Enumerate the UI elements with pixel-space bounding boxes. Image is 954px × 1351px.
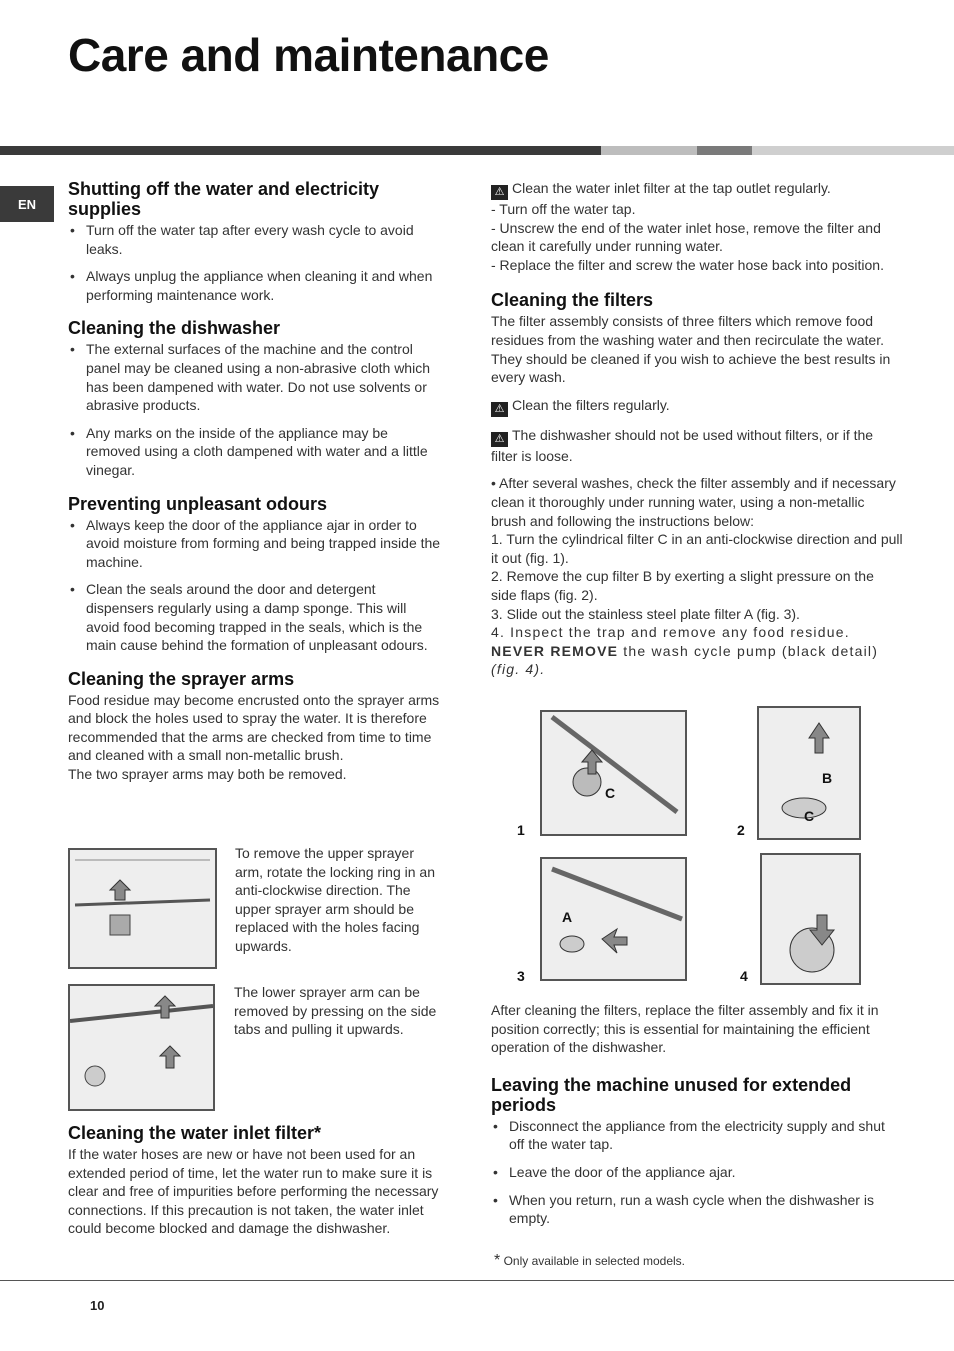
page-number: 10 bbox=[90, 1298, 105, 1313]
figure-number: 4 bbox=[740, 968, 748, 984]
warning-icon: ⚠ bbox=[491, 432, 508, 447]
step: 1. Turn the cylindrical filter C in an anti-clockwise direction and pull it out (fig. 1). bbox=[491, 531, 903, 566]
paragraph: • After several washes, check the filter assembly and if necessary clean it thoroughly under running water, using a non-metallic brush and following the instructions below: bbox=[491, 475, 896, 529]
filter-illustration bbox=[542, 712, 685, 834]
header-bar-light bbox=[601, 146, 697, 155]
part-label-c: C bbox=[804, 808, 815, 824]
after-filters-block bbox=[491, 1001, 903, 1237]
list-item: • Disconnect the appliance from the electricity supply and shut off the water tap. bbox=[491, 1117, 903, 1154]
lower-sprayer-text: The lower sprayer arm can be removed by pressing on the side tabs and pulling it upwards. bbox=[234, 984, 437, 1038]
language-tab: EN bbox=[0, 186, 54, 222]
never-remove-note: NEVER REMOVE the wash cycle pump (black detail) (fig. 4). bbox=[491, 642, 879, 678]
list-item: • Leave the door of the appliance ajar. bbox=[491, 1163, 903, 1182]
warning-icon: ⚠ bbox=[491, 185, 508, 200]
list-item: • Always unplug the appliance when cleaning it and when performing maintenance work. bbox=[68, 267, 442, 304]
paragraph: The filter assembly consists of three filters which remove food residues from the washing water and then recirculate the water. They should be cleaned if you wish to achieve the best results in every wash. bbox=[491, 313, 891, 386]
step: 2. Remove the cup filter B by exerting a slight pressure on the side flaps (fig. 2). bbox=[491, 568, 874, 603]
part-label-c: C bbox=[605, 785, 616, 801]
section-heading: Cleaning the filters bbox=[491, 290, 654, 311]
warning-line: ⚠ The dishwasher should not be used without filters, or if the filter is loose. bbox=[491, 426, 874, 464]
dishwasher-rack-illustration bbox=[70, 850, 215, 967]
warning-line: ⚠ Clean the water inlet filter at the tap outlet regularly. bbox=[491, 179, 903, 200]
section-heading: Leaving the machine unused for extended periods bbox=[491, 1074, 852, 1115]
filter-illustration bbox=[762, 855, 859, 983]
filter-figure-1 bbox=[540, 710, 687, 836]
list-item: • Turn off the water tap after every wash cycle to avoid leaks. bbox=[68, 221, 442, 258]
section-cleaning bbox=[68, 318, 442, 479]
section-odours bbox=[68, 494, 442, 655]
figure-number: 2 bbox=[737, 822, 745, 838]
section-heading: Cleaning the dishwasher bbox=[68, 318, 281, 339]
paragraph: If the water hoses are new or have not been used for an extended period of time, let the water run to make sure it is clear and free of impurities before performing the necessary connections. If this precaution is not taken, the water inlet could become blocked and damage the dishwasher. bbox=[68, 1146, 439, 1237]
figure-number: 1 bbox=[517, 822, 525, 838]
paragraph: The two sprayer arms may both be removed. bbox=[68, 766, 347, 783]
list-item: • Always keep the door of the appliance ajar in order to avoid moisture from forming and being trapped inside the machine. bbox=[68, 516, 442, 572]
paragraph: - Replace the filter and screw the water hose back into position. bbox=[491, 256, 884, 273]
header-bar-mid bbox=[697, 146, 752, 155]
upper-sprayer-figure bbox=[68, 848, 217, 969]
paragraph: - Unscrew the end of the water inlet hose, remove the filter and clean it carefully under running water. bbox=[491, 219, 881, 255]
list-item: • When you return, run a wash cycle when the dishwasher is empty. bbox=[491, 1191, 903, 1228]
filter-figure-4 bbox=[760, 853, 861, 985]
lower-sprayer-figure bbox=[68, 984, 215, 1111]
section-filters bbox=[491, 290, 903, 679]
upper-sprayer-text: To remove the upper sprayer arm, rotate the locking ring in an anti-clockwise direction. The upper sprayer arm should be replaced with the holes facing upwards. bbox=[235, 845, 435, 954]
header-bar-dark bbox=[0, 146, 601, 155]
list-item: • Any marks on the inside of the appliance may be removed using a cloth dampened with water and a little vinegar. bbox=[68, 424, 442, 480]
section-heading: Cleaning the water inlet filter* bbox=[68, 1123, 322, 1143]
warning-icon: ⚠ bbox=[491, 402, 508, 417]
section-shutoff bbox=[68, 179, 442, 304]
right-column bbox=[491, 179, 903, 679]
left-column bbox=[68, 179, 442, 798]
part-label-b: B bbox=[822, 770, 833, 786]
section-sprayer bbox=[68, 669, 442, 784]
figure-number: 3 bbox=[517, 968, 525, 984]
tap-filter-block bbox=[491, 179, 903, 274]
paragraph: - Turn off the water tap. bbox=[491, 201, 636, 217]
header-bar-light2 bbox=[752, 146, 954, 155]
step: 4. Inspect the trap and remove any food residue. bbox=[491, 624, 850, 641]
part-label-a: A bbox=[562, 909, 573, 925]
paragraph: After cleaning the filters, replace the filter assembly and fix it in position correctly; this is essential for maintaining the efficient operation of the dishwasher. bbox=[491, 1002, 879, 1056]
step: 3. Slide out the stainless steel plate filter A (fig. 3). bbox=[491, 605, 800, 622]
footnote: * Only available in selected models. bbox=[494, 1252, 686, 1269]
list-item: • The external surfaces of the machine and the control panel may be cleaned using a non-abrasive cloth which has been dampened with water. Do not use solvents or abrasive products. bbox=[68, 340, 442, 414]
section-heading: Cleaning the sprayer arms bbox=[68, 668, 295, 689]
list-item: • Clean the seals around the door and detergent dispensers regularly using a damp sponge. This will avoid food becoming trapped in the seals, which is the main cause behind the formation of unpleasant odours. bbox=[68, 580, 442, 654]
warning-line: ⚠ Clean the filters regularly. bbox=[491, 396, 903, 417]
section-inlet bbox=[68, 1123, 442, 1238]
section-heading: Preventing unpleasant odours bbox=[68, 493, 328, 514]
page-title: Care and maintenance bbox=[68, 29, 549, 81]
lower-arm-illustration bbox=[70, 986, 213, 1109]
footer-divider bbox=[0, 1280, 954, 1281]
section-heading: Shutting off the water and electricity supplies bbox=[68, 179, 380, 219]
paragraph: Food residue may become encrusted onto the sprayer arms and block the holes used to spray the water. It is therefore recommended that the arms are checked from time to time and cleaned with a small non-metallic brush. bbox=[68, 691, 440, 764]
